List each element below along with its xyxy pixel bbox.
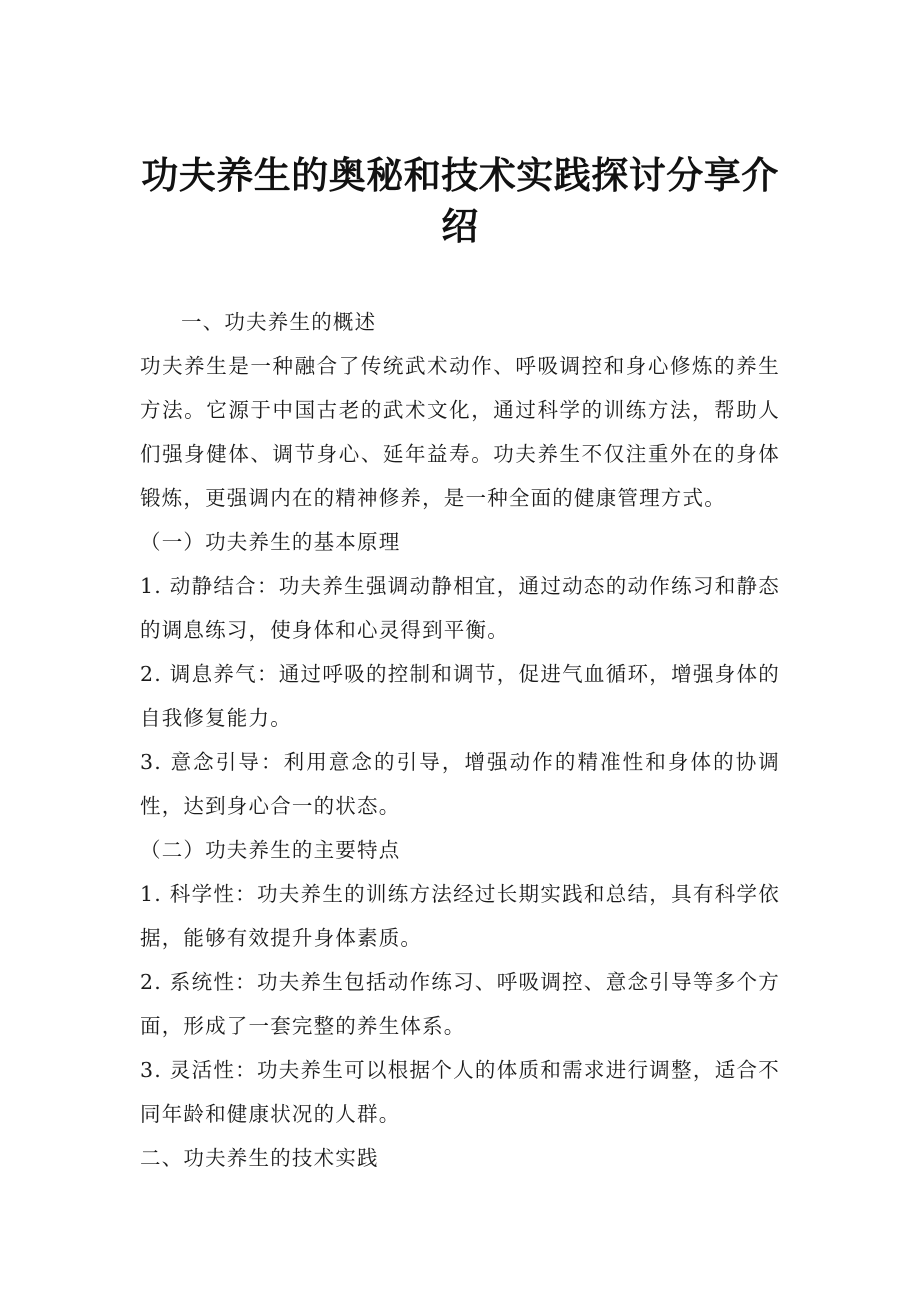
- list-item-principle-2: 2. 调息养气：通过呼吸的控制和调节，促进气血循环，增强身体的自我修复能力。: [140, 662, 780, 730]
- document-body: [140, 300, 780, 1180]
- subsection-heading-principles: （一）功夫养生的基本原理: [140, 530, 401, 554]
- section-heading-overview: 一、功夫养生的概述: [181, 310, 377, 334]
- subsection-heading-features: （二）功夫养生的主要特点: [140, 838, 401, 862]
- document-title: 功夫养生的奥秘和技术实践探讨分享介绍: [141, 154, 779, 248]
- list-item-principle-1: 1. 动静结合：功夫养生强调动静相宜，通过动态的动作练习和静态的调息练习，使身体和心灵得到平衡。: [140, 574, 780, 642]
- list-item-feature-3: 3. 灵活性：功夫养生可以根据个人的体质和需求进行调整，适合不同年龄和健康状况的人群。: [140, 1058, 780, 1126]
- list-item-principle-3: 3. 意念引导：利用意念的引导，增强动作的精准性和身体的协调性，达到身心合一的状态。: [140, 750, 780, 818]
- paragraph-overview: 功夫养生是一种融合了传统武术动作、呼吸调控和身心修炼的养生方法。它源于中国古老的武术文化，通过科学的训练方法，帮助人们强身健体、调节身心、延年益寿。功夫养生不仅注重外在的身体锻炼，更强调内在的精神修养，是一种全面的健康管理方式。: [140, 354, 780, 510]
- section-heading-practice: 二、功夫养生的技术实践: [140, 1146, 379, 1170]
- list-item-feature-2: 2. 系统性：功夫养生包括动作练习、呼吸调控、意念引导等多个方面，形成了一套完整的养生体系。: [140, 970, 780, 1038]
- list-item-feature-1: 1. 科学性：功夫养生的训练方法经过长期实践和总结，具有科学依据，能够有效提升身体素质。: [140, 882, 780, 950]
